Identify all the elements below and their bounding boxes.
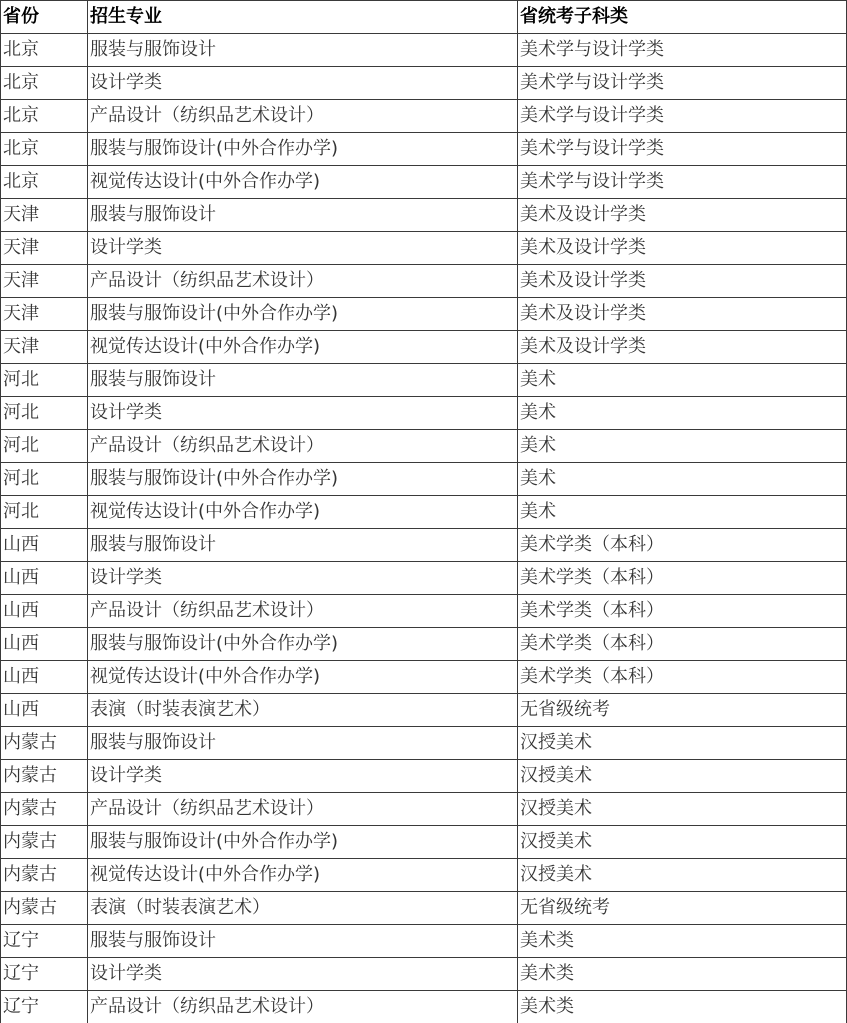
table-row bbox=[1, 628, 847, 661]
cell-major: 视觉传达设计(中外合作办学) bbox=[88, 859, 518, 892]
cell-major: 表演（时装表演艺术） bbox=[88, 694, 518, 727]
cell-province: 辽宁 bbox=[1, 925, 88, 958]
cell-province: 天津 bbox=[1, 298, 88, 331]
cell-province: 北京 bbox=[1, 166, 88, 199]
cell-major: 视觉传达设计(中外合作办学) bbox=[88, 166, 518, 199]
cell-major: 服装与服饰设计(中外合作办学) bbox=[88, 133, 518, 166]
cell-major: 服装与服饰设计(中外合作办学) bbox=[88, 298, 518, 331]
table-row bbox=[1, 430, 847, 463]
cell-major: 产品设计（纺织品艺术设计） bbox=[88, 595, 518, 628]
cell-major: 表演（时装表演艺术） bbox=[88, 892, 518, 925]
cell-major: 服装与服饰设计 bbox=[88, 925, 518, 958]
cell-province: 河北 bbox=[1, 364, 88, 397]
cell-exam-category: 美术及设计学类 bbox=[518, 199, 847, 232]
table-row bbox=[1, 199, 847, 232]
table-row bbox=[1, 298, 847, 331]
table-row bbox=[1, 232, 847, 265]
cell-major: 设计学类 bbox=[88, 562, 518, 595]
cell-major: 产品设计（纺织品艺术设计） bbox=[88, 265, 518, 298]
cell-exam-category: 美术学类（本科） bbox=[518, 562, 847, 595]
cell-province: 山西 bbox=[1, 595, 88, 628]
cell-exam-category: 汉授美术 bbox=[518, 793, 847, 826]
cell-exam-category: 美术学与设计学类 bbox=[518, 133, 847, 166]
table-row bbox=[1, 34, 847, 67]
table-row bbox=[1, 397, 847, 430]
cell-exam-category: 美术及设计学类 bbox=[518, 298, 847, 331]
table-row bbox=[1, 331, 847, 364]
cell-exam-category: 无省级统考 bbox=[518, 892, 847, 925]
cell-exam-category: 美术类 bbox=[518, 925, 847, 958]
table-row bbox=[1, 364, 847, 397]
cell-province: 天津 bbox=[1, 265, 88, 298]
cell-major: 服装与服饰设计(中外合作办学) bbox=[88, 826, 518, 859]
cell-province: 河北 bbox=[1, 397, 88, 430]
table-row bbox=[1, 793, 847, 826]
cell-province: 河北 bbox=[1, 430, 88, 463]
cell-exam-category: 美术 bbox=[518, 463, 847, 496]
cell-exam-category: 汉授美术 bbox=[518, 826, 847, 859]
table-header bbox=[1, 1, 847, 34]
cell-exam-category: 美术学类（本科） bbox=[518, 628, 847, 661]
cell-province: 山西 bbox=[1, 562, 88, 595]
cell-province: 辽宁 bbox=[1, 958, 88, 991]
cell-major: 产品设计（纺织品艺术设计） bbox=[88, 100, 518, 133]
cell-major: 视觉传达设计(中外合作办学) bbox=[88, 331, 518, 364]
cell-major: 服装与服饰设计 bbox=[88, 727, 518, 760]
table-row bbox=[1, 991, 847, 1023]
cell-province: 山西 bbox=[1, 529, 88, 562]
cell-exam-category: 汉授美术 bbox=[518, 760, 847, 793]
cell-major: 服装与服饰设计 bbox=[88, 199, 518, 232]
cell-exam-category: 美术学类（本科） bbox=[518, 595, 847, 628]
table-row bbox=[1, 826, 847, 859]
cell-exam-category: 美术及设计学类 bbox=[518, 232, 847, 265]
table-row bbox=[1, 166, 847, 199]
cell-major: 产品设计（纺织品艺术设计） bbox=[88, 793, 518, 826]
cell-province: 山西 bbox=[1, 694, 88, 727]
cell-province: 内蒙古 bbox=[1, 892, 88, 925]
cell-province: 天津 bbox=[1, 331, 88, 364]
cell-province: 天津 bbox=[1, 199, 88, 232]
cell-exam-category: 美术学与设计学类 bbox=[518, 67, 847, 100]
table-row bbox=[1, 694, 847, 727]
cell-province: 河北 bbox=[1, 496, 88, 529]
header-row bbox=[1, 1, 847, 34]
cell-major: 产品设计（纺织品艺术设计） bbox=[88, 430, 518, 463]
cell-exam-category: 汉授美术 bbox=[518, 859, 847, 892]
cell-province: 山西 bbox=[1, 628, 88, 661]
cell-major: 设计学类 bbox=[88, 232, 518, 265]
cell-province: 内蒙古 bbox=[1, 859, 88, 892]
cell-major: 设计学类 bbox=[88, 958, 518, 991]
cell-exam-category: 美术学与设计学类 bbox=[518, 100, 847, 133]
cell-exam-category: 美术类 bbox=[518, 991, 847, 1023]
table-row bbox=[1, 496, 847, 529]
table-row bbox=[1, 892, 847, 925]
cell-province: 内蒙古 bbox=[1, 793, 88, 826]
table-row bbox=[1, 100, 847, 133]
cell-province: 辽宁 bbox=[1, 991, 88, 1023]
table-row bbox=[1, 859, 847, 892]
cell-province: 北京 bbox=[1, 100, 88, 133]
table-row bbox=[1, 463, 847, 496]
cell-major: 服装与服饰设计 bbox=[88, 364, 518, 397]
header-major: 招生专业 bbox=[88, 1, 518, 34]
table-row bbox=[1, 67, 847, 100]
cell-major: 服装与服饰设计(中外合作办学) bbox=[88, 463, 518, 496]
table-row bbox=[1, 265, 847, 298]
cell-exam-category: 美术学类（本科） bbox=[518, 529, 847, 562]
cell-major: 设计学类 bbox=[88, 760, 518, 793]
header-province: 省份 bbox=[1, 1, 88, 34]
table-row bbox=[1, 760, 847, 793]
cell-exam-category: 美术及设计学类 bbox=[518, 331, 847, 364]
cell-major: 服装与服饰设计 bbox=[88, 34, 518, 67]
cell-exam-category: 美术 bbox=[518, 364, 847, 397]
cell-province: 内蒙古 bbox=[1, 826, 88, 859]
cell-major: 视觉传达设计(中外合作办学) bbox=[88, 661, 518, 694]
cell-major: 视觉传达设计(中外合作办学) bbox=[88, 496, 518, 529]
cell-exam-category: 美术学与设计学类 bbox=[518, 34, 847, 67]
cell-major: 服装与服饰设计 bbox=[88, 529, 518, 562]
cell-exam-category: 无省级统考 bbox=[518, 694, 847, 727]
cell-province: 山西 bbox=[1, 661, 88, 694]
cell-province: 内蒙古 bbox=[1, 760, 88, 793]
cell-major: 服装与服饰设计(中外合作办学) bbox=[88, 628, 518, 661]
cell-province: 河北 bbox=[1, 463, 88, 496]
table-row bbox=[1, 958, 847, 991]
cell-major: 设计学类 bbox=[88, 67, 518, 100]
table-row bbox=[1, 562, 847, 595]
cell-province: 北京 bbox=[1, 67, 88, 100]
cell-exam-category: 美术类 bbox=[518, 958, 847, 991]
cell-exam-category: 汉授美术 bbox=[518, 727, 847, 760]
cell-exam-category: 美术 bbox=[518, 496, 847, 529]
table-row bbox=[1, 661, 847, 694]
cell-province: 天津 bbox=[1, 232, 88, 265]
cell-major: 设计学类 bbox=[88, 397, 518, 430]
header-exam-category: 省统考子科类 bbox=[518, 1, 847, 34]
table-row bbox=[1, 595, 847, 628]
cell-exam-category: 美术学与设计学类 bbox=[518, 166, 847, 199]
table-body bbox=[1, 34, 847, 1023]
cell-province: 北京 bbox=[1, 34, 88, 67]
table-row bbox=[1, 925, 847, 958]
cell-exam-category: 美术及设计学类 bbox=[518, 265, 847, 298]
cell-province: 内蒙古 bbox=[1, 727, 88, 760]
table-row bbox=[1, 133, 847, 166]
cell-major: 产品设计（纺织品艺术设计） bbox=[88, 991, 518, 1023]
cell-exam-category: 美术 bbox=[518, 397, 847, 430]
cell-province: 北京 bbox=[1, 133, 88, 166]
cell-exam-category: 美术学类（本科） bbox=[518, 661, 847, 694]
table-row bbox=[1, 727, 847, 760]
cell-exam-category: 美术 bbox=[518, 430, 847, 463]
table-row bbox=[1, 529, 847, 562]
